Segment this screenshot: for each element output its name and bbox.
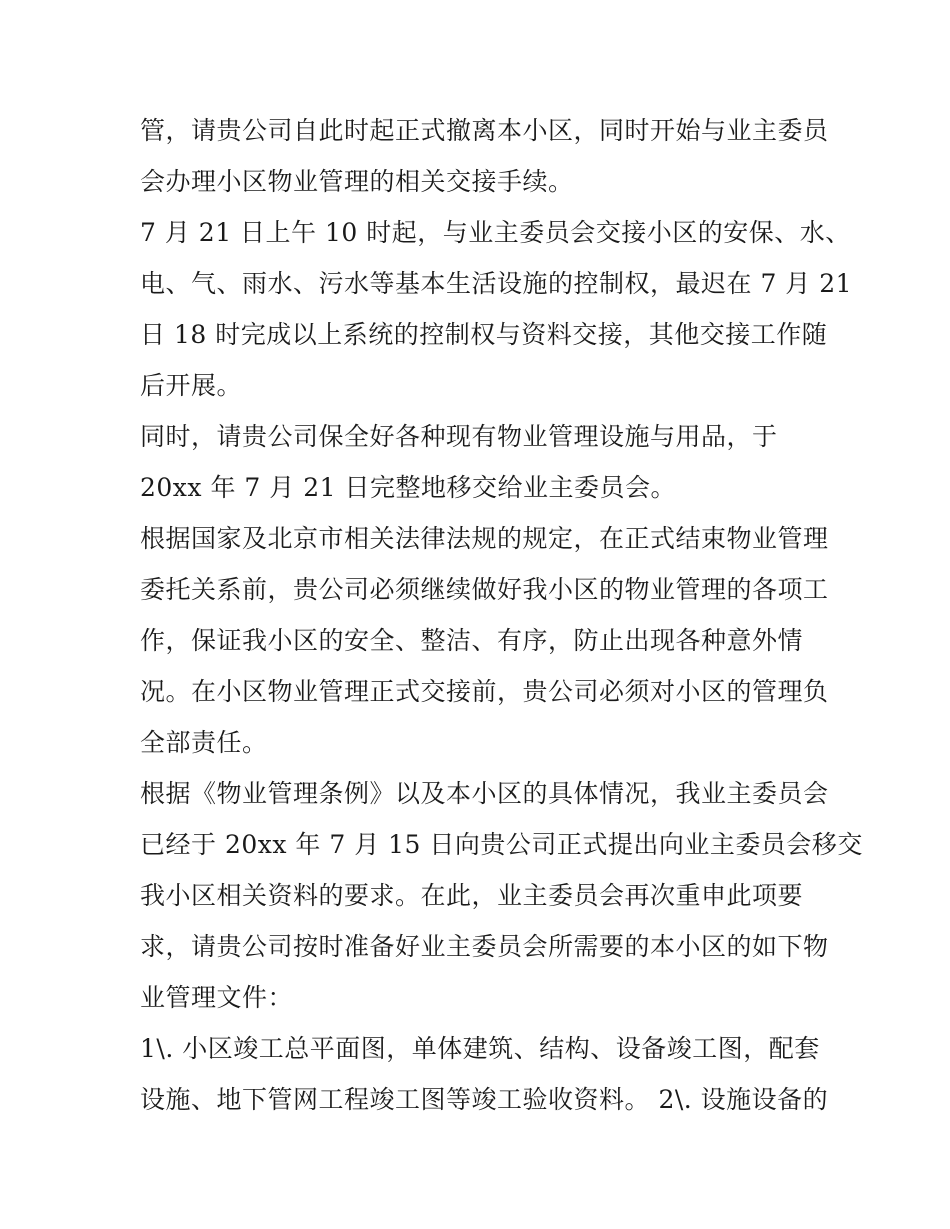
text-line-17: 求，请贵公司按时准备好业主委员会所需要的本小区的如下物 <box>140 932 829 961</box>
text-line-9: 根据国家及北京市相关法律法规的规定，在正式结束物业管理 <box>140 524 829 553</box>
text-line-13: 全部责任。 <box>140 728 268 757</box>
text-line-16: 我小区相关资料的要求。在此，业主委员会再次重申此项要 <box>140 881 804 910</box>
text-line-7: 同时，请贵公司保全好各种现有物业管理设施与用品，于 <box>140 422 778 451</box>
text-line-20: 设施、地下管网工程竣工图等竣工验收资料。 2\. 设施设备的 <box>140 1085 829 1114</box>
text-line-15: 已经于 20xx 年 7 月 15 日向贵公司正式提出向业主委员会移交 <box>140 830 863 859</box>
text-line-4: 电、气、雨水、污水等基本生活设施的控制权，最迟在 7 月 21 <box>140 269 853 298</box>
text-line-12: 况。在小区物业管理正式交接前，贵公司必须对小区的管理负 <box>140 677 829 706</box>
text-line-11: 作，保证我小区的安全、整洁、有序，防止出现各种意外情 <box>140 626 804 655</box>
text-line-5: 日 18 时完成以上系统的控制权与资料交接，其他交接工作随 <box>140 320 828 349</box>
text-line-10: 委托关系前，贵公司必须继续做好我小区的物业管理的各项工 <box>140 575 829 604</box>
text-line-19: 1\. 小区竣工总平面图，单体建筑、结构、设备竣工图，配套 <box>140 1034 820 1063</box>
text-line-2: 会办理小区物业管理的相关交接手续。 <box>140 167 574 196</box>
text-line-1: 管，请贵公司自此时起正式撤离本小区，同时开始与业主委员 <box>140 116 829 145</box>
text-line-8: 20xx 年 7 月 21 日完整地移交给业主委员会。 <box>140 473 676 502</box>
text-line-6: 后开展。 <box>140 371 243 400</box>
text-line-3: 7 月 21 日上午 10 时起，与业主委员会交接小区的安保、水、 <box>140 218 851 247</box>
text-line-14: 根据《物业管理条例》以及本小区的具体情况，我业主委员会 <box>140 779 829 808</box>
text-line-18: 业管理文件： <box>140 983 294 1012</box>
document-body <box>140 105 863 1125</box>
